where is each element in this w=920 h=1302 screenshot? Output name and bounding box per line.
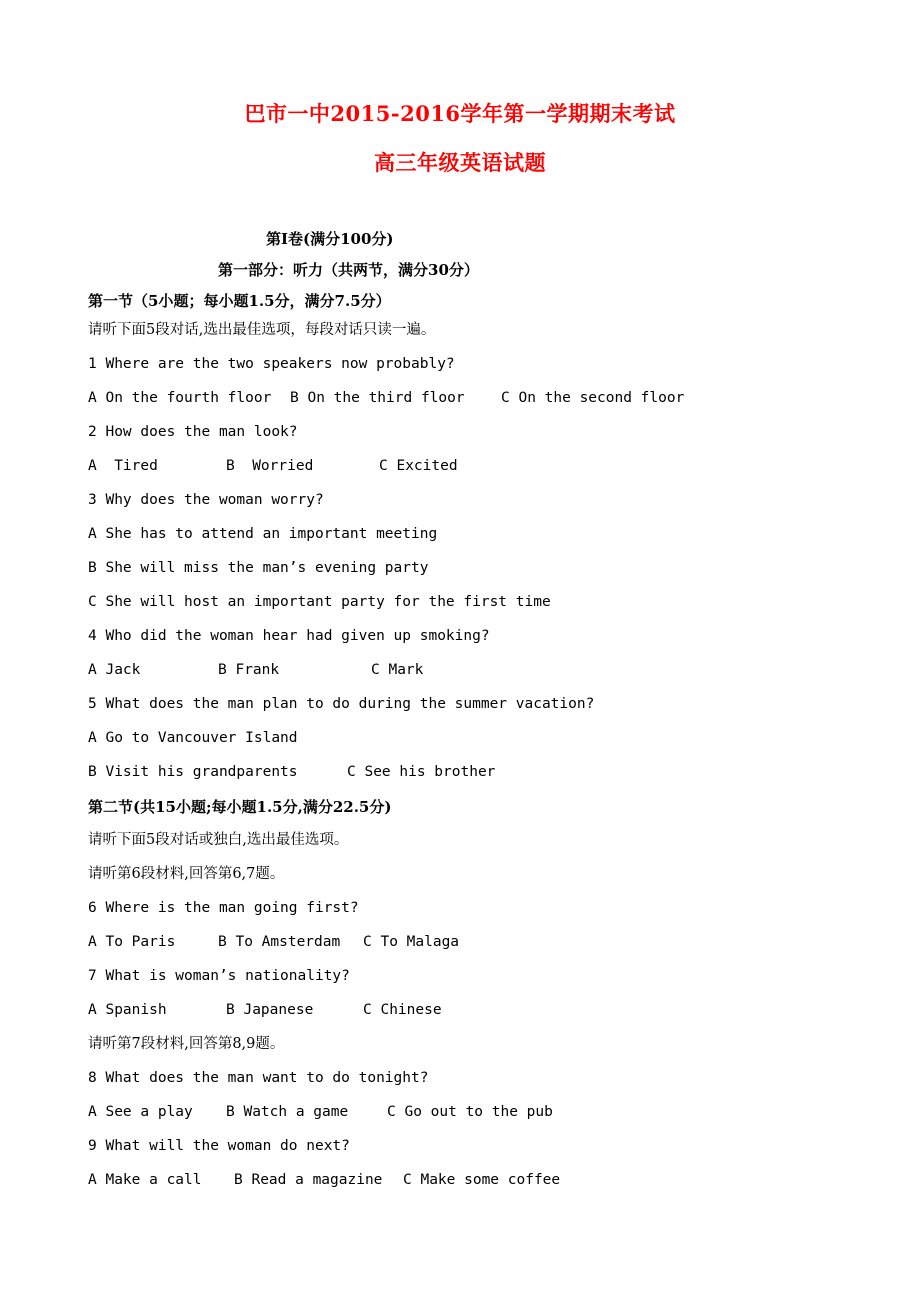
question-4-option-a: A Jack xyxy=(88,662,141,678)
exam-title: 巴市一中2015-2016学年第一学期期末考试 xyxy=(244,101,676,126)
question-6: 6 Where is the man going first? xyxy=(88,900,359,916)
question-2-option-a: A Tired xyxy=(88,458,158,474)
question-2: 2 How does the man look? xyxy=(88,424,298,440)
volume-heading: 第I卷(满分100分) xyxy=(266,230,394,248)
question-9-option-c: C Make some coffee xyxy=(403,1172,561,1188)
question-6-option-b: B To Amsterdam xyxy=(218,934,341,950)
question-9-option-b: B Read a magazine xyxy=(234,1172,383,1188)
question-9: 9 What will the woman do next? xyxy=(88,1138,350,1154)
group-6-instruction: 请听第6段材料,回答第6,7题。 xyxy=(88,866,285,882)
question-4-option-c: C Mark xyxy=(371,662,424,678)
question-2-option-b: B Worried xyxy=(226,458,314,474)
question-7-option-c: C Chinese xyxy=(363,1002,442,1018)
question-8: 8 What does the man want to do tonight? xyxy=(88,1070,429,1086)
question-5-option-a: A Go to Vancouver Island xyxy=(88,730,298,746)
question-4-option-b: B Frank xyxy=(218,662,280,678)
group-7-instruction: 请听第7段材料,回答第8,9题。 xyxy=(88,1036,285,1052)
question-1-option-c: C On the second floor xyxy=(501,390,685,406)
question-5-option-c: C See his brother xyxy=(347,764,496,780)
section2-heading: 第二节(共15小题;每小题1.5分,满分22.5分) xyxy=(88,798,392,816)
question-6-option-c: C To Malaga xyxy=(363,934,460,950)
question-1: 1 Where are the two speakers now probably? xyxy=(88,356,455,372)
question-7-option-b: B Japanese xyxy=(226,1002,314,1018)
question-3-option-b: B She will miss the man’s evening party xyxy=(88,560,429,576)
part-heading: 第一部分：听力（共两节，满分30分） xyxy=(218,261,479,279)
question-1-option-b: B On the third floor xyxy=(290,390,465,406)
question-3-option-a: A She has to attend an important meeting xyxy=(88,526,438,542)
question-7-option-a: A Spanish xyxy=(88,1002,167,1018)
question-4: 4 Who did the woman hear had given up smoking? xyxy=(88,628,490,644)
question-1-option-a: A On the fourth floor xyxy=(88,390,272,406)
question-3: 3 Why does the woman worry? xyxy=(88,492,324,508)
section1-instruction: 请听下面5段对话,选出最佳选项，每段对话只读一遍。 xyxy=(88,322,436,338)
question-5: 5 What does the man plan to do during the summer vacation? xyxy=(88,696,595,712)
exam-subtitle: 高三年级英语试题 xyxy=(374,150,546,175)
question-8-option-c: C Go out to the pub xyxy=(387,1104,553,1120)
section2-instruction: 请听下面5段对话或独白,选出最佳选项。 xyxy=(88,832,349,848)
question-5-option-b: B Visit his grandparents xyxy=(88,764,298,780)
section1-heading: 第一节（5小题；每小题1.5分，满分7.5分） xyxy=(88,292,391,310)
question-7: 7 What is woman’s nationality? xyxy=(88,968,350,984)
question-3-option-c: C She will host an important party for the first time xyxy=(88,594,551,610)
question-8-option-b: B Watch a game xyxy=(226,1104,349,1120)
question-8-option-a: A See a play xyxy=(88,1104,193,1120)
question-6-option-a: A To Paris xyxy=(88,934,176,950)
question-2-option-c: C Excited xyxy=(379,458,458,474)
question-9-option-a: A Make a call xyxy=(88,1172,202,1188)
